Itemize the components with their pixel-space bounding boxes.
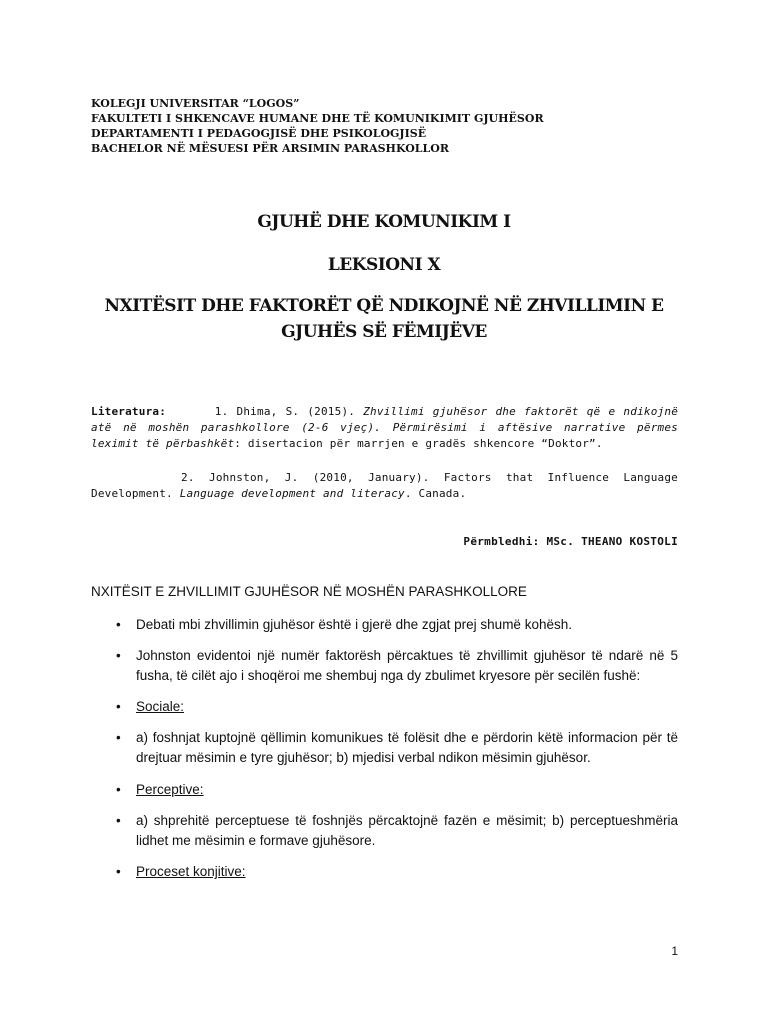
header-college: KOLEGJI UNIVERSITAR “LOGOS”: [91, 97, 300, 110]
list-item: [116, 646, 678, 686]
course-title: GJUHË DHE KOMUNIKIM I: [257, 212, 511, 232]
list-item: [116, 811, 678, 851]
list-item-text: Perceptive:: [136, 782, 204, 797]
list-item: [116, 780, 678, 800]
page-number: 1: [671, 944, 678, 958]
bullet-icon: •: [116, 782, 121, 797]
list-item-text: Johnston evidentoi një numër faktorësh përcaktues të zhvillimit gjuhësor të ndarë në 5 fusha, të cilët ajo i shoqëroi me shembuj nga dy zbulimet kryesore për secilën fushë:: [136, 648, 678, 683]
list-item-text: Proceset konjitive:: [136, 864, 246, 879]
ref1-title: Zhvillimi gjuhësor dhe faktorët që e ndikojnë atë në moshën parashkollore (2-6 vjeç). Përmirësimi i aftësive narrative përmes leximit të përbashkët: [91, 405, 679, 450]
list-item-text: a) foshnjat kuptojnë qëllimin komunikues të folësit dhe e përdorin këtë informacion për të drejtuar mësimin e tyre gjuhësor; b) mjedisi verbal ndikon mësimin gjuhësor.: [136, 730, 678, 765]
bullet-icon: •: [116, 813, 121, 828]
lesson-title: LEKSIONI X: [327, 255, 441, 275]
list-item: [116, 728, 678, 768]
topic-title-line1: NXITËSIT DHE FAKTORËT QË NDIKOJNË NË ZHVILLIMIN E: [104, 296, 664, 316]
bullet-icon: •: [116, 864, 121, 879]
ref2-prefix: 2. Johnston, J. (2010, January). Factors that Influence Language Development.: [91, 471, 678, 500]
topic-title-line2: GJUHËS SË FËMIJËVE: [281, 322, 487, 342]
literature-label: Literatura:: [91, 405, 167, 418]
institution-header: [91, 96, 691, 156]
header-department: DEPARTAMENTI I PEDAGOGJISË DHE PSIKOLOGJISË: [91, 127, 427, 140]
header-faculty: FAKULTETI I SHKENCAVE HUMANE DHE TË KOMUNIKIMIT GJUHËSOR: [91, 112, 544, 125]
literature-reference-1: [91, 404, 678, 452]
bullet-icon: •: [116, 617, 121, 632]
bullet-icon: •: [116, 730, 121, 745]
list-item: [116, 615, 678, 635]
bullet-icon: •: [116, 648, 121, 663]
ref1-suffix: : disertacion për marrjen e gradës shkencore “Doktor”.: [234, 437, 603, 450]
ref2-title: Language development and literacy: [179, 487, 405, 500]
summary-author: Përmbledhi: MSc. THEANO KOSTOLI: [463, 535, 678, 548]
list-item-text: Sociale:: [136, 699, 185, 714]
topic-title: [0, 293, 768, 345]
list-item-text: Debati mbi zhvillimin gjuhësor është i gjerë dhe zgjat prej shumë kohësh.: [136, 617, 572, 632]
ref1-prefix: 1. Dhima, S. (2015).: [214, 405, 356, 418]
literature-reference-2: [91, 470, 678, 502]
bullet-icon: •: [116, 699, 121, 714]
list-item-text: a) shprehitë perceptuese të foshnjës përcaktojnë fazën e mësimit; b) perceptueshmëria lidhet me mësimin e formave gjuhësore.: [136, 813, 678, 848]
header-program: BACHELOR NË MËSUESI PËR ARSIMIN PARASHKOLLOR: [91, 142, 449, 155]
ref2-suffix: . Canada.: [404, 487, 467, 500]
list-item: [116, 862, 678, 882]
list-item: [116, 697, 678, 717]
section-heading: NXITËSIT E ZHVILLIMIT GJUHËSOR NË MOSHËN PARASHKOLLORE: [91, 584, 527, 599]
